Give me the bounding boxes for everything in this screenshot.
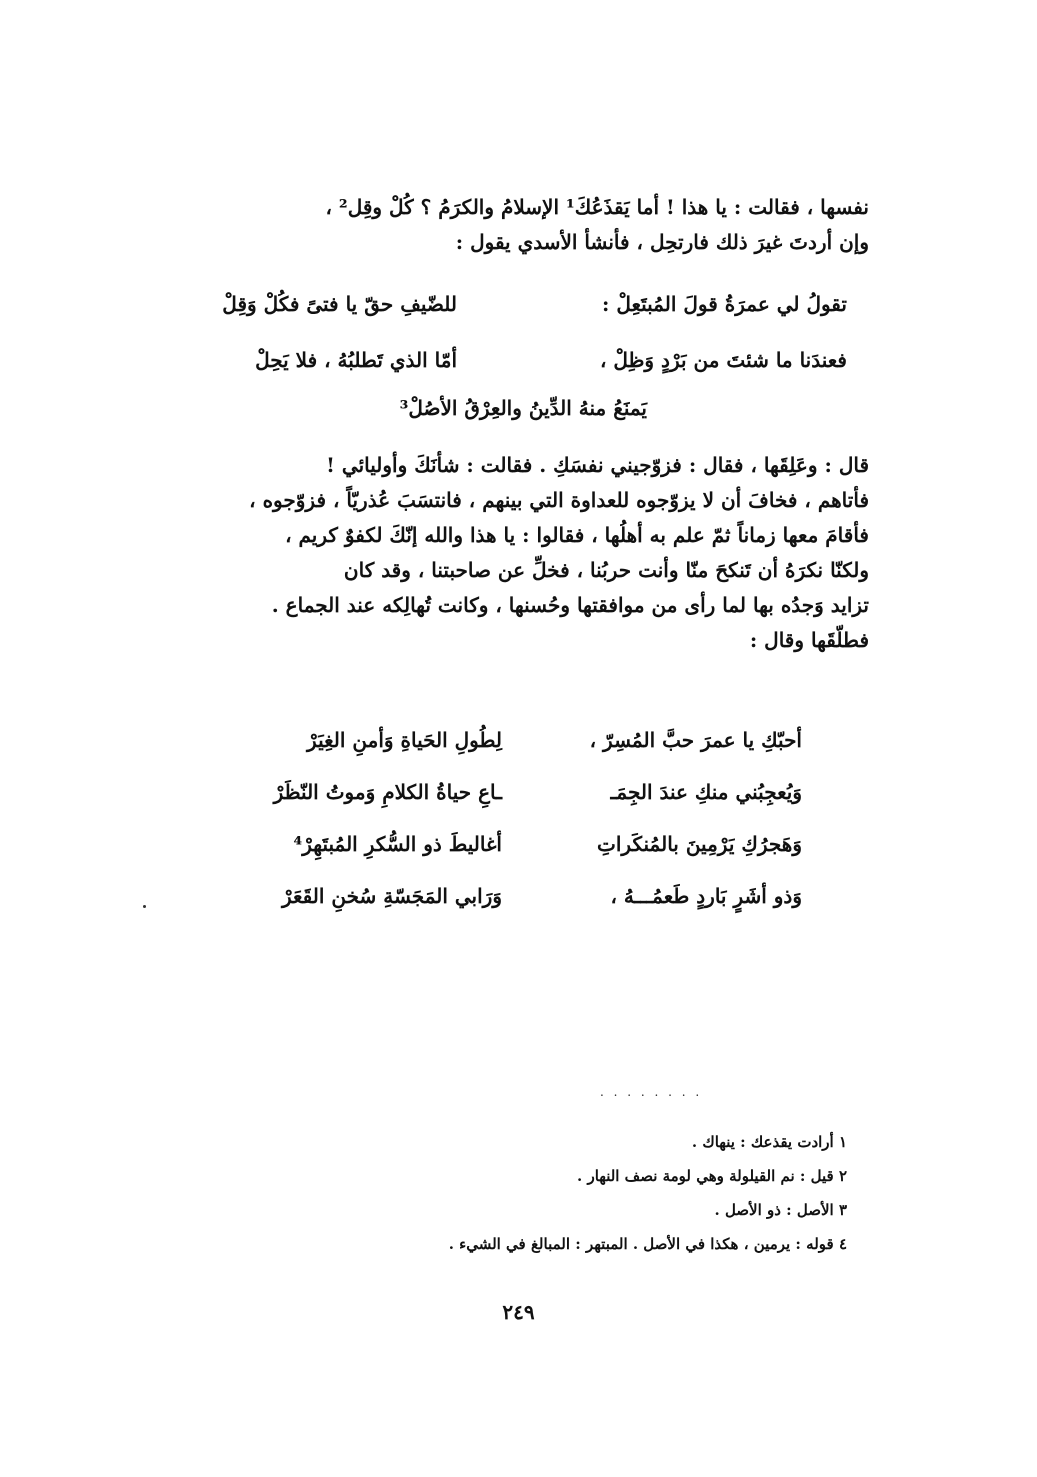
footnote-item: ٣ الأصل : ذو الأصل . xyxy=(714,1201,847,1219)
verse-second-hemistich: أغاليطَ ذو السُّكرِ المُبتَهِرْ⁴ xyxy=(293,832,502,856)
verse-line xyxy=(202,728,802,768)
verse-line xyxy=(202,780,802,820)
prose-line: ولكنّا نكرَهُ أن تَنكحَ منّا وأنت حربُنا ، فخلِّ عن صاحبتنا ، وقد كان xyxy=(343,558,869,582)
footnote-separator: . . . . . . . . xyxy=(600,1085,703,1099)
verse-second-hemistich: لِطُولِ الحَياةِ وَأمنِ الغِيَرْ xyxy=(307,728,502,752)
stray-dot-mark xyxy=(143,905,146,908)
verse-second-hemistich: وَرَابي المَجَسّةِ سُخنِ القَعَرْ xyxy=(281,884,502,908)
verse-line xyxy=(147,348,847,388)
poem-block-first xyxy=(147,292,847,442)
prose-line: فأقامَ معها زماناً ثمّ علم به أهلُها ، فقالوا : يا هذا والله إنّكَ لكفوٌ كريم ، xyxy=(285,523,869,547)
prose-line: وإن أردتَ غيرَ ذلك فارتحِل ، فأنشأ الأسدي يقول : xyxy=(455,230,869,254)
verse-line xyxy=(202,832,802,872)
verse-line xyxy=(147,292,847,332)
prose-paragraph-top xyxy=(169,190,869,260)
prose-line: قال : وعَلِقَها ، فقال : فزوّجيني نفسَكِ . فقالت : شأنَكَ وأوليائي ! xyxy=(326,453,869,477)
verse-second-hemistich: للضّيفِ حقّ يا فتىً فكُلْ وَقِلْ xyxy=(222,292,457,316)
verse-line xyxy=(147,396,847,436)
footnote-item: ١ أرادت يقذعك : ينهاك . xyxy=(691,1133,847,1151)
prose-line: فأتاهم ، فخافَ أن لا يزوّجوه للعداوة التي بينهم ، فانتسَبَ عُذريّاً ، فزوّجوه ، xyxy=(249,488,869,512)
verse-first-hemistich: وَيُعجِبُني منكِ عندَ الجِمَـ xyxy=(610,780,802,804)
verse-second-hemistich: أمّا الذي تَطلبُهُ ، فلا يَحِلْ xyxy=(255,348,457,372)
prose-line: نفسها ، فقالت : يا هذا ! أما يَقذَعُكَ¹ الإسلامُ والكرَمُ ؟ كُلْ وقِل² ، xyxy=(325,195,869,219)
verse-line xyxy=(202,884,802,924)
prose-line: تزايد وَجدُه بها لما رأى من موافقتها وحُسنها ، وكانت تُهالِكه عند الجماع . xyxy=(271,593,869,617)
poem-block-second xyxy=(202,728,802,928)
prose-line: فطلّقَها وقال : xyxy=(749,628,869,652)
prose-paragraph-middle xyxy=(169,448,869,658)
verse-first-hemistich: أحبّكِ يا عمرَ حبَّ المُسِرّ ، xyxy=(589,728,802,752)
verse-second-hemistich: ـاعِ حياةُ الكلامِ وَموتُ النّظَرْ xyxy=(273,780,502,804)
footnotes xyxy=(327,1125,847,1261)
footnote-item: ٢ قيل : نم القيلولة وهي لومة نصف النهار . xyxy=(577,1167,847,1185)
verse-first-hemistich: فعندَنا ما شئتَ من بَرْدٍ وَظِلْ ، xyxy=(599,348,847,372)
verse-single-hemistich: يَمنَعُ منهُ الدِّينُ والعِرْقُ الأصُلْ³ xyxy=(399,396,647,420)
verse-first-hemistich: تقولُ لي عمرَةُ قولَ المُبتَعِلْ : xyxy=(601,292,847,316)
verse-first-hemistich: وَهَجرُكِ يَرْمِينَ بالمُنكَراتِ xyxy=(597,832,802,856)
page-number: ٢٤٩ xyxy=(502,1300,535,1324)
verse-first-hemistich: وَذو أشَرٍ بَاردٍ طَعمُـــهُ ، xyxy=(610,884,802,908)
footnote-item: ٤ قوله : يرمين ، هكذا في الأصل . المبتهر : المبالغ في الشيء . xyxy=(448,1235,847,1253)
